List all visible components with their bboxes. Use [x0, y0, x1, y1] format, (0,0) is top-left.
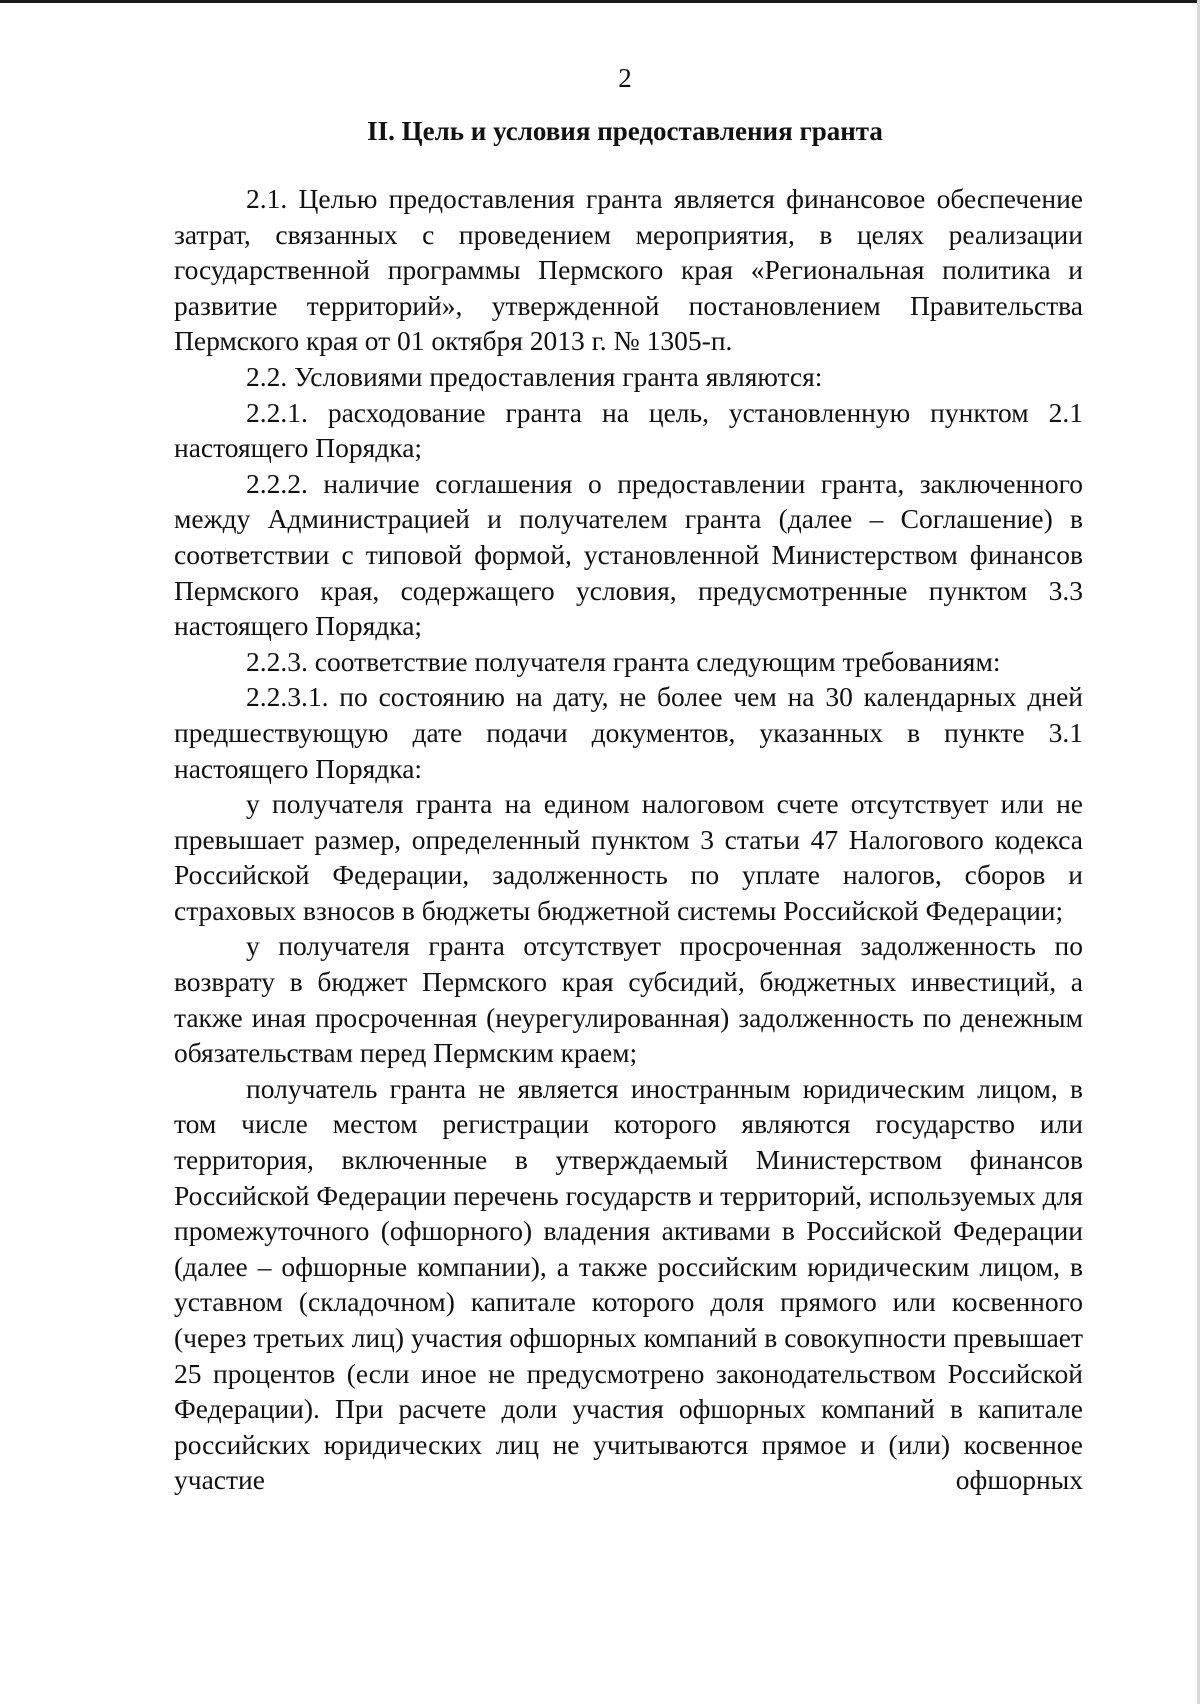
paragraph-2-1: 2.1. Целью предоставления гранта является финансовое обеспечение затрат, связанных с проведением мероприятия, в целях реализации государственной программы Пермского края «Региональная политика и развитие территорий», утвержденной постановлением Правительства Пермского края от 01 октября 2013 г. № 1305-п. [174, 183, 1083, 357]
paragraph-2-2-2: 2.2.2. наличие соглашения о предоставлении гранта, заключенного между Администрацией и получателем гранта (далее – Соглашение) в соответствии с типовой формой, установленной Министерством финансов Пермского края, содержащего условия, предусмотренные пунктом 3.3 настоящего Порядка; [174, 467, 1083, 642]
section-heading: II. Цель и условия предоставления гранта [367, 116, 883, 146]
scan-top-edge [0, 0, 1200, 3]
paragraph-2-2-3: 2.2.3. соответствие получателя гранта следующим требованиям: [246, 645, 1001, 677]
page-number: 2 [618, 63, 632, 93]
paragraph-overdue-debt: у получателя гранта отсутствует просроченная задолженность по возврату в бюджет Пермского края субсидий, бюджетных инвестиций, а также иная просроченная (неурегулированная) задолженность по денежным обязательствам перед Пермским краем; [174, 930, 1083, 1069]
paragraph-offshore: получатель гранта не является иностранным юридическим лицом, в том числе местом регистрации которого являются государство или территория, включенные в утверждаемый Министерством финансов Российской Федерации перечень государств и территорий, используемых для промежуточного (офшорного) владения активами в Российской Федерации (далее – офшорные компании), а также российским юридическим лицом, в уставном (складочном) капитале которого доля прямого или косвенного (через третьих лиц) участия офшорных компаний в совокупности превышает 25 процентов (если иное не предусмотрено законодательством Российской Федерации). При расчете доли участия офшорных компаний в капитале российских юридических лиц не учитываются прямое и (или) косвенное участие офшорных [174, 1072, 1083, 1496]
paragraph-2-2-3-1: 2.2.3.1. по состоянию на дату, не более чем на 30 календарных дней предшествующую дате подачи документов, указанных в пункте 3.1 настоящего Порядка: [174, 681, 1083, 784]
body-text [174, 181, 1083, 1498]
paragraph-2-2: 2.2. Условиями предоставления гранта являются: [246, 360, 823, 392]
paragraph-tax-debt: у получателя гранта на едином налоговом счете отсутствует или не превышает размер, определенный пунктом 3 статьи 47 Налогового кодекса Российской Федерации, задолженность по уплате налогов, сборов и страховых взносов в бюджеты бюджетной системы Российской Федерации; [174, 788, 1083, 926]
paragraph-2-2-1: 2.2.1. расходование гранта на цель, установленную пунктом 2.1 настоящего Порядка; [174, 396, 1083, 464]
